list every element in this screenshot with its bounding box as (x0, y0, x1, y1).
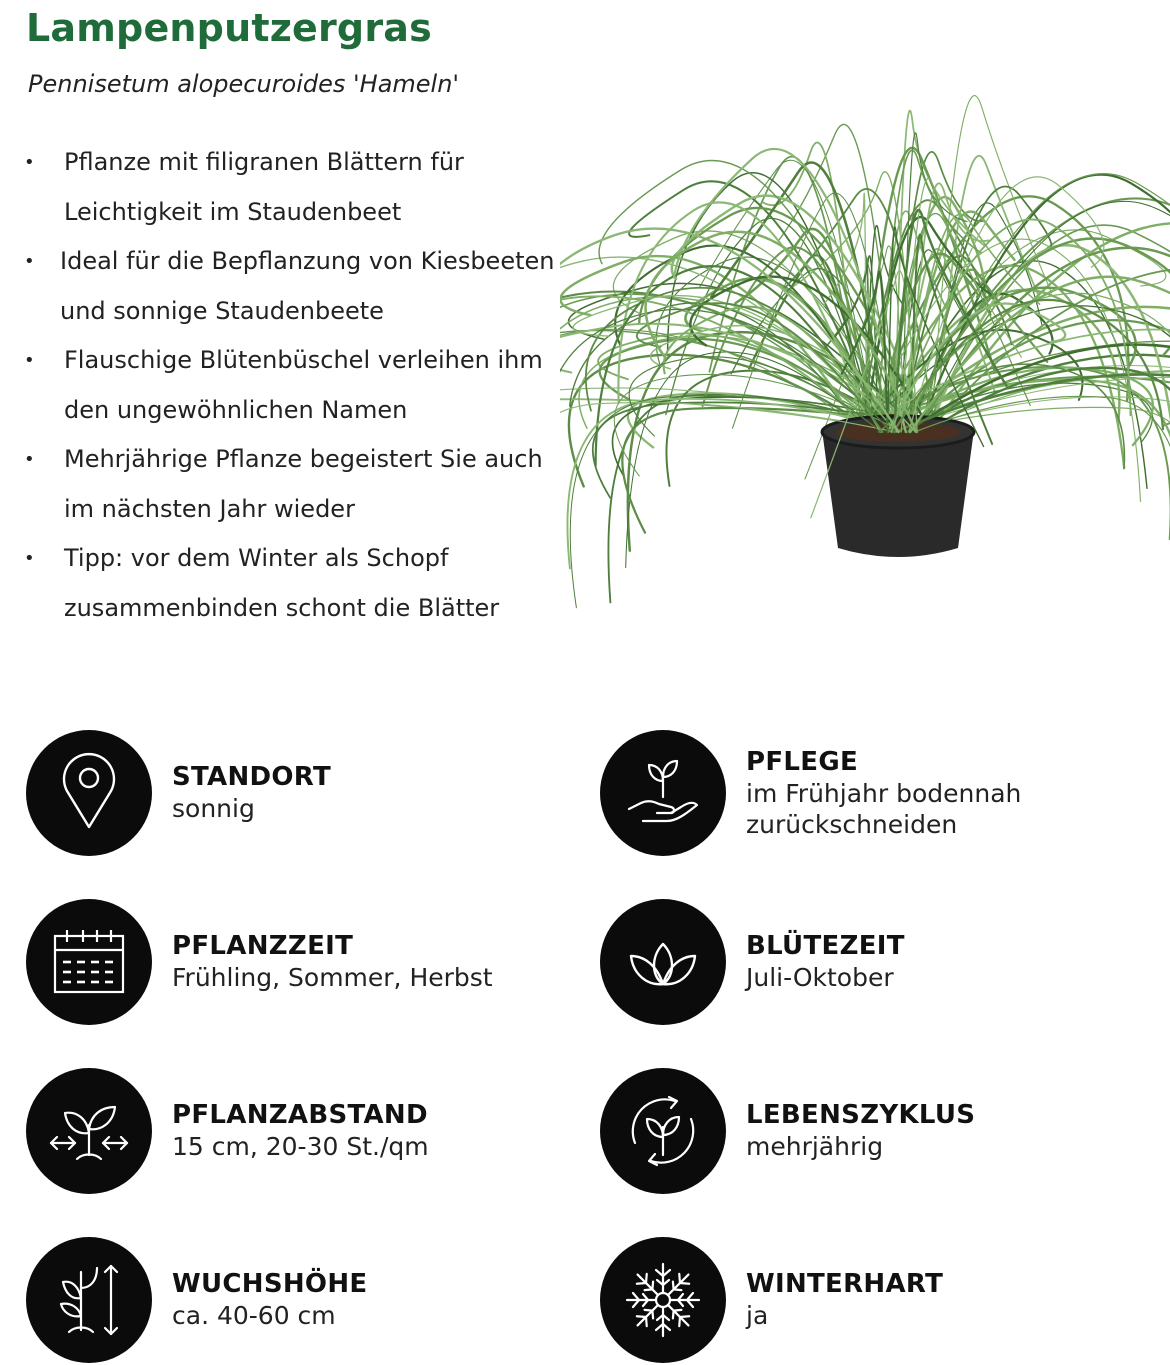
calendar-icon (26, 899, 152, 1025)
feature-pflanzabstand (26, 1068, 429, 1194)
sprout-in-hand-icon (600, 730, 726, 856)
plant-spacing-icon (26, 1068, 152, 1194)
bullet-item: • Ideal für die Bepflanzung von Kiesbeeten und sonnige Staudenbeete (24, 247, 555, 325)
feature-bluetezeit (600, 899, 905, 1025)
feature-lebenszyklus (600, 1068, 975, 1194)
feature-value: mehrjährig (746, 1132, 884, 1161)
feature-label: PFLANZABSTAND (172, 1100, 428, 1130)
feature-value: ca. 40-60 cm (172, 1301, 336, 1330)
feature-value: zurückschneiden (746, 809, 958, 839)
product-title: Lampenputzergras (26, 6, 432, 50)
feature-value: ja (746, 1301, 769, 1330)
lifecycle-icon (600, 1068, 726, 1194)
snowflake-icon (600, 1237, 726, 1363)
feature-label: LEBENSZYKLUS (746, 1100, 976, 1130)
feature-standort (26, 730, 331, 856)
botanical-name: Pennisetum alopecuroides 'Hameln' (28, 70, 460, 98)
feature-winterhart (600, 1237, 943, 1363)
bullet-item: • Tipp: vor dem Winter als Schopf zusammenbinden schont die Blätter (24, 544, 500, 622)
bullet-item: • Mehrjährige Pflanze begeistert Sie auch im nächsten Jahr wieder (24, 445, 543, 523)
bullet-item: • Flauschige Blütenbüschel verleihen ihm den ungewöhnlichen Namen (24, 346, 543, 424)
feature-label: PFLEGE (746, 746, 859, 777)
lotus-flower-icon (600, 899, 726, 1025)
feature-value: Frühling, Sommer, Herbst (172, 963, 493, 992)
feature-label: WUCHSHÖHE (172, 1269, 368, 1299)
feature-pflege (600, 730, 1021, 856)
height-icon (26, 1237, 152, 1363)
feature-wuchshoehe (26, 1237, 367, 1363)
feature-value: sonnig (172, 794, 255, 823)
feature-pflanzzeit (26, 899, 493, 1025)
feature-label: BLÜTEZEIT (746, 931, 905, 961)
feature-value: 15 cm, 20-30 St./qm (172, 1132, 429, 1161)
feature-label: PFLANZZEIT (172, 931, 354, 961)
feature-label: STANDORT (172, 762, 331, 792)
bullet-item: • Pflanze mit filigranen Blättern für Leichtigkeit im Staudenbeet (24, 148, 464, 226)
feature-value: Juli-Oktober (746, 963, 894, 992)
plant-image (560, 60, 1170, 620)
location-pin-icon (26, 730, 152, 856)
feature-value: im Frühjahr bodennah (746, 778, 1022, 808)
feature-bullet-list (22, 138, 562, 633)
feature-label: WINTERHART (746, 1269, 944, 1299)
